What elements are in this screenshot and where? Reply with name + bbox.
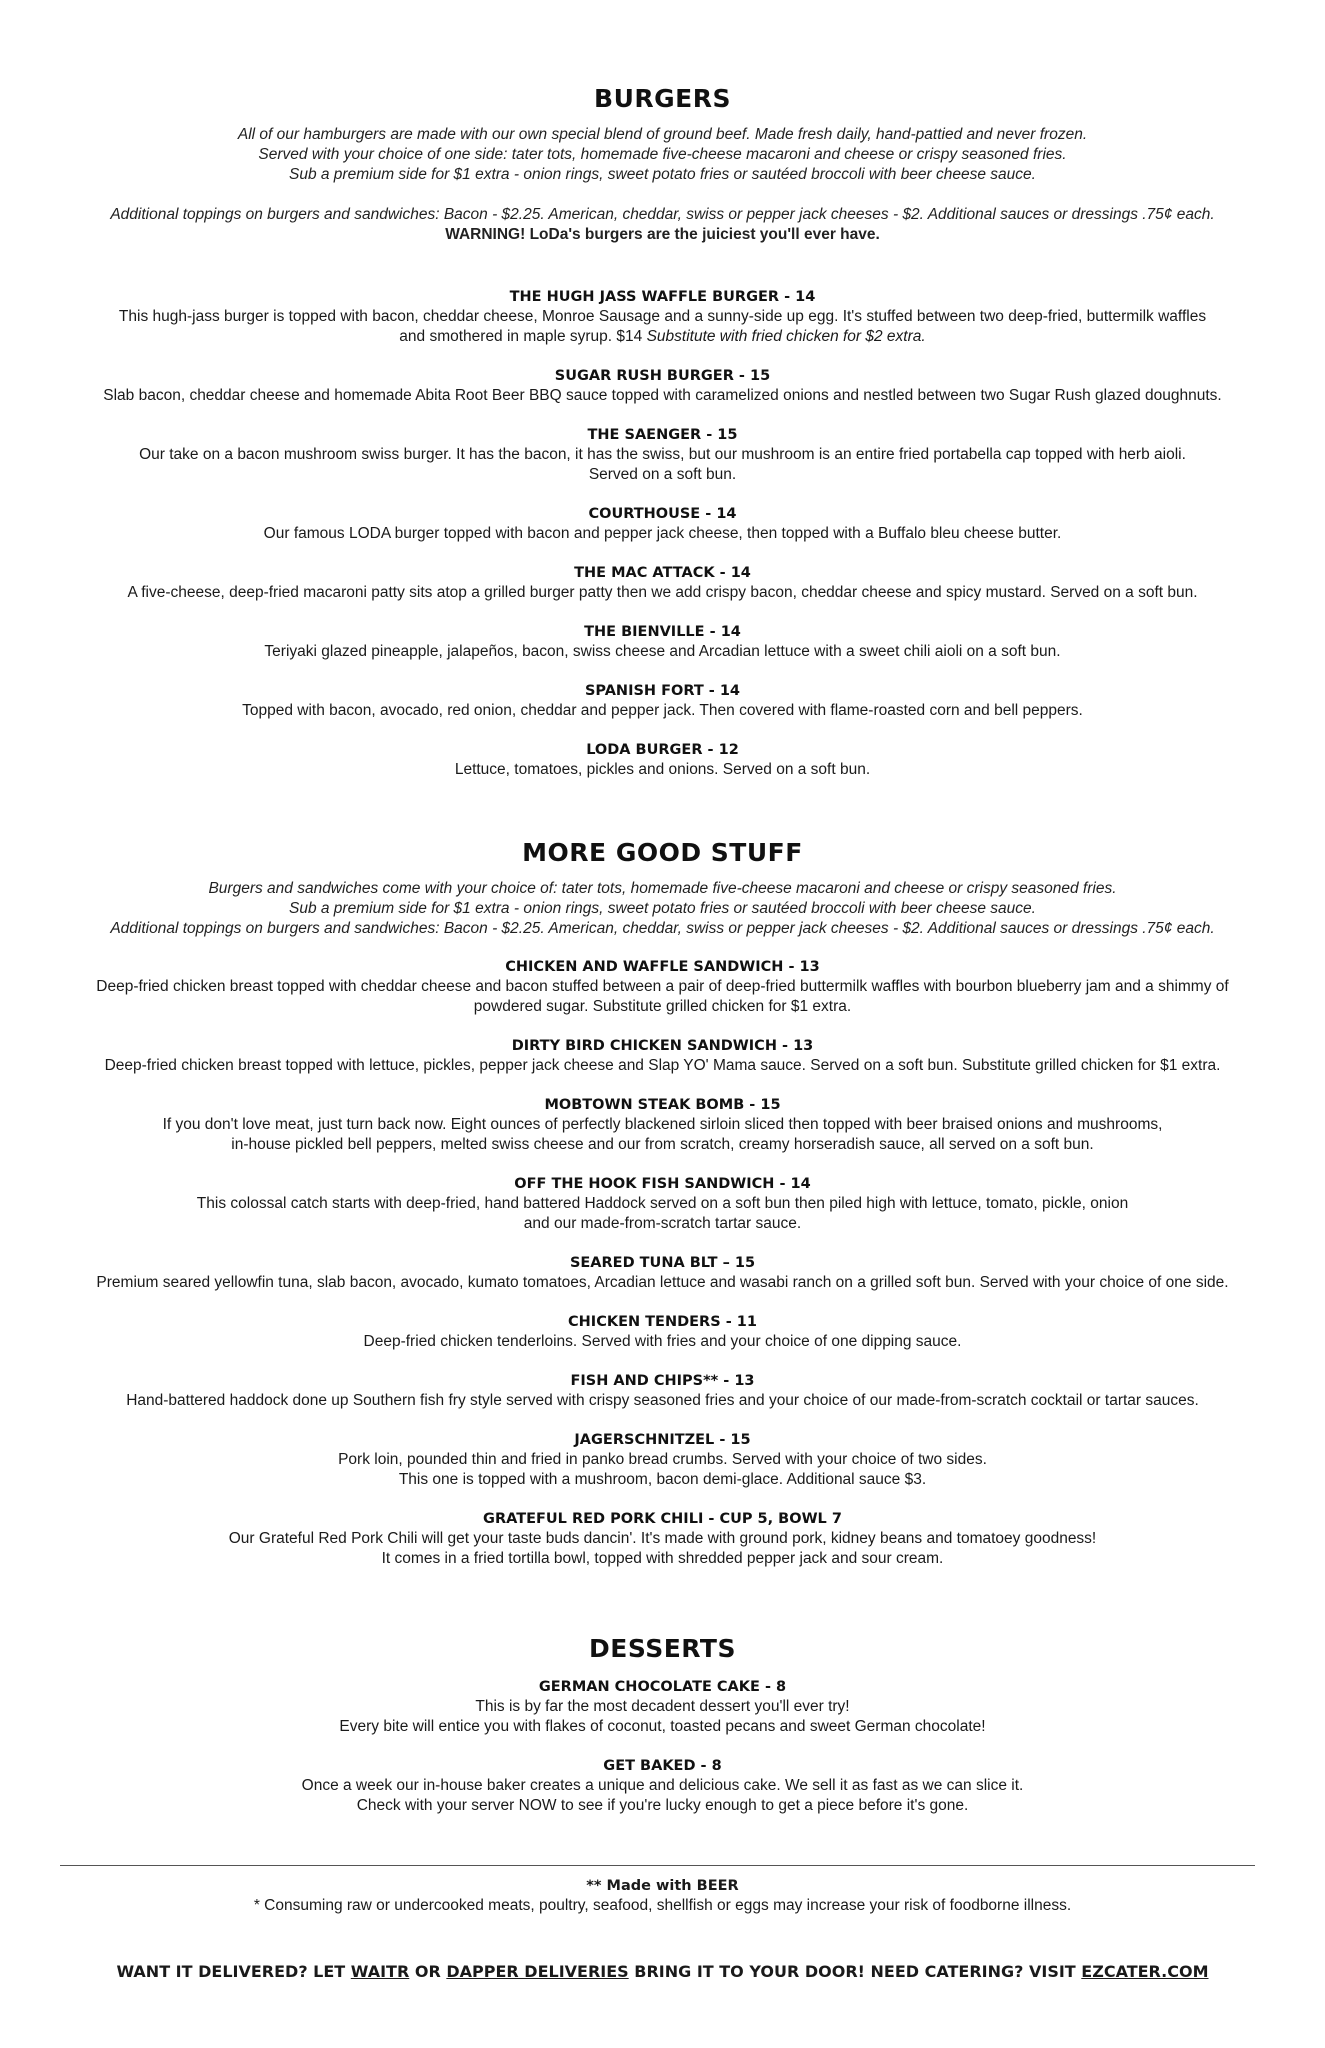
item-desc: This colossal catch starts with deep-fried, hand battered Haddock served on a soft bun then piled high with lettuce, tomato, pickle, onion — [196, 1195, 1129, 1212]
item-desc: This is by far the most decadent dessert you'll ever try! — [475, 1698, 850, 1715]
item-name: LODA BURGER - 12 — [586, 742, 739, 758]
item-name: CHICKEN TENDERS - 11 — [568, 1314, 757, 1330]
item-name: SPANISH FORT - 14 — [584, 683, 741, 699]
item-desc: It comes in a fried tortilla bowl, topped with shredded pepper jack and sour cream. — [381, 1550, 944, 1567]
item-desc: Topped with bacon, avocado, red onion, cheddar and pepper jack. Then covered with flame-roasted corn and bell peppers. — [242, 702, 1083, 719]
item-desc-text: and smothered in maple syrup. $14 — [399, 328, 647, 345]
item-name: DIRTY BIRD CHICKEN SANDWICH - 13 — [511, 1038, 814, 1054]
menu-item — [0, 622, 1325, 662]
item-desc: Deep-fried chicken tenderloins. Served with fries and your choice of one dipping sauce. — [363, 1333, 962, 1350]
item-name: COURTHOUSE - 14 — [588, 506, 737, 522]
menu-item — [0, 1677, 1325, 1737]
burgers-title: BURGERS — [594, 84, 731, 113]
burgers-intro-line: Served with your choice of one side: tater tots, homemade five-cheese macaroni and cheese or crispy seasoned fries. — [258, 146, 1067, 163]
menu-item — [0, 1430, 1325, 1490]
menu-item — [0, 425, 1325, 485]
item-desc: Deep-fried chicken breast topped with cheddar cheese and bacon stuffed between a pair of deep-fried buttermilk waffles with bourbon blueberry jam and a shimmy of — [96, 978, 1229, 995]
burgers-intro-line: Additional toppings on burgers and sandwiches: Bacon - $2.25. American, cheddar, swiss or pepper jack cheeses - $2. Additional sauces or dressings .75¢ each. — [110, 206, 1215, 223]
cta-text: BRING IT TO YOUR DOOR! NEED CATERING? VISIT — [628, 1962, 1082, 1981]
burgers-intro — [0, 125, 1325, 245]
item-desc: Deep-fried chicken breast topped with lettuce, pickles, pepper jack cheese and Slap YO' Mama sauce. Served on a soft bun. Substitute grilled chicken for $1 extra. — [104, 1057, 1221, 1074]
waitr-link[interactable]: WAITR — [350, 1962, 410, 1981]
item-name: GRATEFUL RED PORK CHILI - CUP 5, BOWL 7 — [483, 1511, 842, 1527]
more-intro-line: Additional toppings on burgers and sandwiches: Bacon - $2.25. American, cheddar, swiss or pepper jack cheeses - $2. Additional sauces or dressings .75¢ each. — [110, 920, 1215, 937]
more-intro-line: Sub a premium side for $1 extra - onion rings, sweet potato fries or sautéed broccoli with beer cheese sauce. — [289, 900, 1036, 917]
item-desc: powdered sugar. Substitute grilled chicken for $1 extra. — [473, 998, 852, 1015]
item-name: SEARED TUNA BLT – 15 — [569, 1255, 756, 1271]
item-name: THE SAENGER - 15 — [587, 427, 738, 443]
item-name: THE HUGH JASS WAFFLE BURGER - 14 — [509, 289, 816, 305]
footnotes — [0, 1876, 1325, 1916]
item-name: JAGERSCHNITZEL - 15 — [574, 1432, 751, 1448]
burgers-intro-line: All of our hamburgers are made with our own special blend of ground beef. Made fresh daily, hand-pattied and never frozen. — [237, 126, 1088, 143]
item-desc: Lettuce, tomatoes, pickles and onions. Served on a soft bun. — [454, 761, 871, 778]
item-desc: Premium seared yellowfin tuna, slab bacon, avocado, kumato tomatoes, Arcadian lettuce and wasabi ranch on a grilled soft bun. Served with your choice of one side. — [96, 1274, 1229, 1291]
more-intro — [0, 879, 1325, 939]
item-desc: Teriyaki glazed pineapple, jalapeños, bacon, swiss cheese and Arcadian lettuce with a sweet chili aioli on a soft bun. — [264, 643, 1061, 660]
burgers-warning: WARNING! LoDa's burgers are the juiciest you'll ever have. — [445, 226, 880, 243]
item-name: CHICKEN AND WAFFLE SANDWICH - 13 — [505, 959, 820, 975]
menu-item — [0, 1174, 1325, 1234]
menu-item — [0, 504, 1325, 544]
item-desc: Slab bacon, cheddar cheese and homemade Abita Root Beer BBQ sauce topped with caramelized onions and nestled between two Sugar Rush glazed doughnuts. — [103, 387, 1222, 404]
item-desc-italic: Substitute with fried chicken for $2 extra. — [646, 328, 926, 345]
item-name: OFF THE HOOK FISH SANDWICH - 14 — [514, 1176, 811, 1192]
menu-item — [0, 1509, 1325, 1569]
item-name: MOBTOWN STEAK BOMB - 15 — [544, 1097, 781, 1113]
item-desc: Pork loin, pounded thin and fried in panko bread crumbs. Served with your choice of two sides. — [338, 1451, 987, 1468]
cta-text: WANT IT DELIVERED? LET — [116, 1962, 351, 1981]
item-desc: Our Grateful Red Pork Chili will get your taste buds dancin'. It's made with ground pork, kidney beans and tomatoey goodness! — [228, 1530, 1097, 1547]
burgers-items — [0, 287, 1325, 780]
item-desc: Our take on a bacon mushroom swiss burger. It has the bacon, it has the swiss, but our mushroom is an entire fried portabella cap topped with herb aioli. — [139, 446, 1186, 463]
item-name: GERMAN CHOCOLATE CAKE - 8 — [538, 1679, 787, 1695]
item-name: SUGAR RUSH BURGER - 15 — [554, 368, 771, 384]
menu-item — [0, 1253, 1325, 1293]
item-name: THE MAC ATTACK - 14 — [574, 565, 751, 581]
item-desc: If you don't love meat, just turn back now. Eight ounces of perfectly blackened sirloin sliced then topped with beer braised onions and mushrooms, — [162, 1116, 1163, 1133]
menu-item — [0, 1312, 1325, 1352]
more-title: MORE GOOD STUFF — [522, 838, 803, 867]
more-items — [0, 957, 1325, 1569]
cta-text: OR — [409, 1962, 447, 1981]
burgers-section — [0, 84, 1325, 780]
desserts-title: DESSERTS — [589, 1634, 736, 1663]
item-desc: This hugh-jass burger is topped with bacon, cheddar cheese, Monroe Sausage and a sunny-side up egg. It's stuffed between two deep-fried, buttermilk waffles — [118, 308, 1207, 325]
menu-item — [0, 681, 1325, 721]
item-desc: in-house pickled bell peppers, melted swiss cheese and our from scratch, creamy horseradish sauce, all served on a soft bun. — [231, 1136, 1094, 1153]
menu-item — [0, 563, 1325, 603]
menu-item — [0, 1095, 1325, 1155]
item-name: GET BAKED - 8 — [603, 1758, 722, 1774]
footer-divider — [60, 1865, 1255, 1866]
desserts-items — [0, 1677, 1325, 1816]
more-section — [0, 838, 1325, 1569]
item-name: FISH AND CHIPS** - 13 — [570, 1373, 755, 1389]
item-desc: and our made-from-scratch tartar sauce. — [523, 1215, 802, 1232]
burgers-intro-line: Sub a premium side for $1 extra - onion rings, sweet potato fries or sautéed broccoli with beer cheese sauce. — [289, 166, 1036, 183]
more-intro-line: Burgers and sandwiches come with your choice of: tater tots, homemade five-cheese macaroni and cheese or crispy seasoned fries. — [208, 880, 1117, 897]
health-warning: * Consuming raw or undercooked meats, poultry, seafood, shellfish or eggs may increase your risk of foodborne illness. — [253, 1897, 1072, 1914]
item-desc: Once a week our in-house baker creates a unique and delicious cake. We sell it as fast as we can slice it. — [301, 1777, 1024, 1794]
intro-spacer — [0, 185, 1325, 205]
item-desc: Hand-battered haddock done up Southern fish fry style served with crispy seasoned fries and your choice of our made-from-scratch cocktail or tartar sauces. — [126, 1392, 1199, 1409]
item-desc-line — [0, 327, 1325, 347]
menu-item — [0, 287, 1325, 347]
desserts-section — [0, 1634, 1325, 1816]
item-name: THE BIENVILLE - 14 — [584, 624, 741, 640]
menu-item — [0, 740, 1325, 780]
item-desc: Every bite will entice you with flakes of coconut, toasted pecans and sweet German chocolate! — [339, 1718, 986, 1735]
item-desc: Served on a soft bun. — [588, 466, 737, 483]
item-desc: A five-cheese, deep-fried macaroni patty sits atop a grilled burger patty then we add crispy bacon, cheddar cheese and spicy mustard. Served on a soft bun. — [127, 584, 1198, 601]
menu-item — [0, 366, 1325, 406]
item-desc: Check with your server NOW to see if you're lucky enough to get a piece before it's gone. — [356, 1797, 969, 1814]
dapper-deliveries-link[interactable]: DAPPER DELIVERIES — [446, 1962, 629, 1981]
menu-item — [0, 1036, 1325, 1076]
delivery-cta — [0, 1962, 1325, 1981]
ezcater-link[interactable]: EZCATER.COM — [1081, 1962, 1209, 1981]
menu-item — [0, 957, 1325, 1017]
beer-footnote: ** Made with BEER — [586, 1878, 739, 1894]
menu-item — [0, 1756, 1325, 1816]
item-desc: This one is topped with a mushroom, bacon demi-glace. Additional sauce $3. — [398, 1471, 927, 1488]
menu-item — [0, 1371, 1325, 1411]
item-desc: Our famous LODA burger topped with bacon and pepper jack cheese, then topped with a Buffalo bleu cheese butter. — [263, 525, 1062, 542]
